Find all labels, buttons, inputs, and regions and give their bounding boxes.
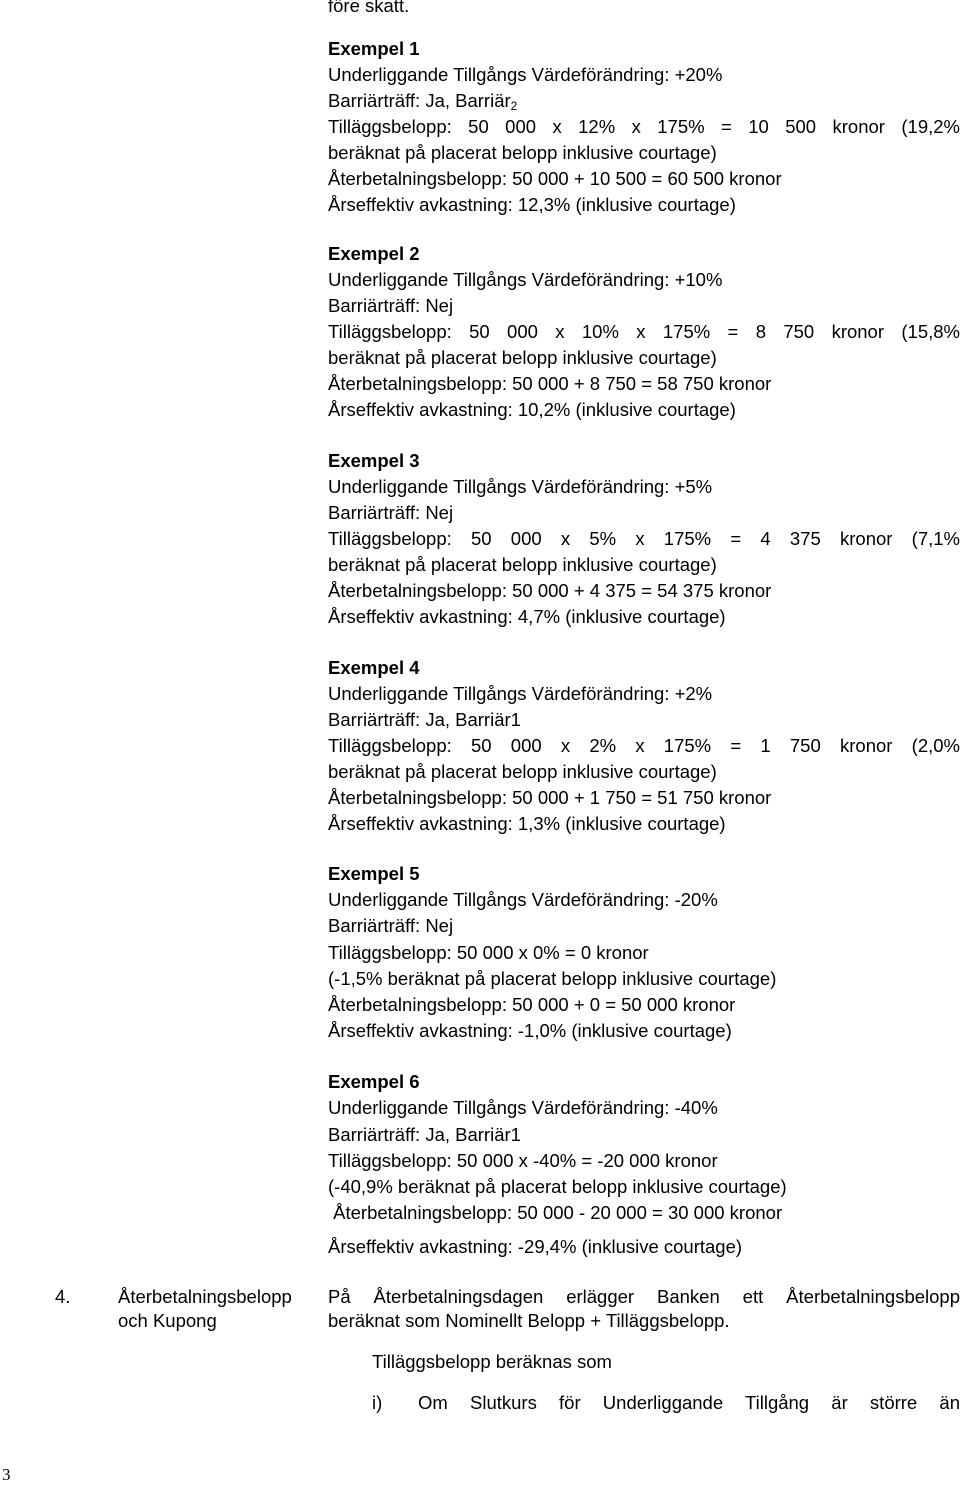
example-addon-line1: Tilläggsbelopp: 50 000 x 10% x 175% = 8 750 kronor (15,8% bbox=[328, 321, 960, 342]
example-change: Underliggande Tillgångs Värdeförändring: +20% bbox=[328, 64, 723, 85]
section-sub-intro: Tilläggsbelopp beräknas som bbox=[372, 1351, 612, 1372]
example-addon-line2: (-40,9% beräknat på placerat belopp inklusive courtage) bbox=[328, 1176, 787, 1197]
example-annual-return: Årseffektiv avkastning: -29,4% (inklusive courtage) bbox=[328, 1236, 743, 1257]
example-repayment: Återbetalningsbelopp: 50 000 + 1 750 = 51 750 kronor bbox=[328, 787, 772, 808]
example-title: Exempel 3 bbox=[328, 450, 420, 471]
example-annual-return: Årseffektiv avkastning: 4,7% (inklusive courtage) bbox=[328, 606, 726, 627]
section-body-line2: beräknat som Nominellt Belopp + Tilläggsbelopp. bbox=[328, 1310, 730, 1331]
page-number: 3 bbox=[2, 1465, 11, 1484]
example-annual-return: Årseffektiv avkastning: 10,2% (inklusive courtage) bbox=[328, 399, 736, 420]
example-change: Underliggande Tillgångs Värdeförändring: +10% bbox=[328, 269, 723, 290]
example-addon-line2: (-1,5% beräknat på placerat belopp inklusive courtage) bbox=[328, 968, 777, 989]
list-item-text: Om Slutkurs för Underliggande Tillgång är större än bbox=[418, 1392, 960, 1413]
intro-tail: före skatt. bbox=[328, 0, 410, 16]
example-change: Underliggande Tillgångs Värdeförändring: +5% bbox=[328, 476, 713, 497]
example-barrier: Barriärträff: Nej bbox=[328, 295, 454, 316]
example-repayment: Återbetalningsbelopp: 50 000 + 4 375 = 54 375 kronor bbox=[328, 580, 772, 601]
example-title: Exempel 4 bbox=[328, 657, 420, 678]
example-barrier: Barriärträff: Nej bbox=[328, 915, 454, 936]
example-title: Exempel 2 bbox=[328, 243, 420, 264]
example-repayment: Återbetalningsbelopp: 50 000 - 20 000 = 30 000 kronor bbox=[328, 1202, 783, 1223]
example-barrier: Barriärträff: Ja, Barriär1 bbox=[328, 709, 521, 730]
example-addon-line2: beräknat på placerat belopp inklusive courtage) bbox=[328, 761, 717, 782]
example-title: Exempel 5 bbox=[328, 863, 420, 884]
example-title: Exempel 6 bbox=[328, 1071, 420, 1092]
example-addon-line2: beräknat på placerat belopp inklusive courtage) bbox=[328, 347, 717, 368]
barrier-text: Barriärträff: Ja, Barriär bbox=[328, 90, 511, 111]
example-addon-line1: Tilläggsbelopp: 50 000 x 2% x 175% = 1 750 kronor (2,0% bbox=[328, 735, 960, 756]
example-annual-return: Årseffektiv avkastning: 1,3% (inklusive courtage) bbox=[328, 813, 726, 834]
section-number: 4. bbox=[55, 1286, 71, 1307]
example-repayment: Återbetalningsbelopp: 50 000 + 10 500 = 60 500 kronor bbox=[328, 168, 782, 189]
list-item-marker: i) bbox=[372, 1392, 383, 1413]
section-heading-line1: Återbetalningsbelopp bbox=[118, 1286, 292, 1307]
example-barrier: Barriärträff: Ja, Barriär1 bbox=[328, 1124, 521, 1145]
example-addon-line1: Tilläggsbelopp: 50 000 x 5% x 175% = 4 375 kronor (7,1% bbox=[328, 528, 960, 549]
example-addon-line1: Tilläggsbelopp: 50 000 x 12% x 175% = 10 500 kronor (19,2% bbox=[328, 116, 960, 137]
example-change: Underliggande Tillgångs Värdeförändring: -20% bbox=[328, 889, 718, 910]
example-addon-line2: beräknat på placerat belopp inklusive courtage) bbox=[328, 554, 717, 575]
barrier-subscript: 2 bbox=[510, 99, 518, 113]
example-repayment: Återbetalningsbelopp: 50 000 + 8 750 = 58 750 kronor bbox=[328, 373, 772, 394]
example-addon-line2: beräknat på placerat belopp inklusive courtage) bbox=[328, 142, 717, 163]
section-heading-line2: och Kupong bbox=[118, 1310, 217, 1331]
example-title: Exempel 1 bbox=[328, 38, 420, 59]
example-change: Underliggande Tillgångs Värdeförändring: -40% bbox=[328, 1097, 718, 1118]
example-barrier bbox=[328, 90, 960, 112]
example-annual-return: Årseffektiv avkastning: 12,3% (inklusive courtage) bbox=[328, 194, 736, 215]
example-annual-return: Årseffektiv avkastning: -1,0% (inklusive courtage) bbox=[328, 1020, 732, 1041]
example-addon-line1: Tilläggsbelopp: 50 000 x 0% = 0 kronor bbox=[328, 942, 649, 963]
example-barrier: Barriärträff: Nej bbox=[328, 502, 454, 523]
example-addon-line1: Tilläggsbelopp: 50 000 x -40% = -20 000 kronor bbox=[328, 1150, 718, 1171]
example-change: Underliggande Tillgångs Värdeförändring: +2% bbox=[328, 683, 713, 704]
example-repayment: Återbetalningsbelopp: 50 000 + 0 = 50 000 kronor bbox=[328, 994, 736, 1015]
section-body-line1: På Återbetalningsdagen erlägger Banken ett Återbetalningsbelopp bbox=[328, 1286, 960, 1307]
